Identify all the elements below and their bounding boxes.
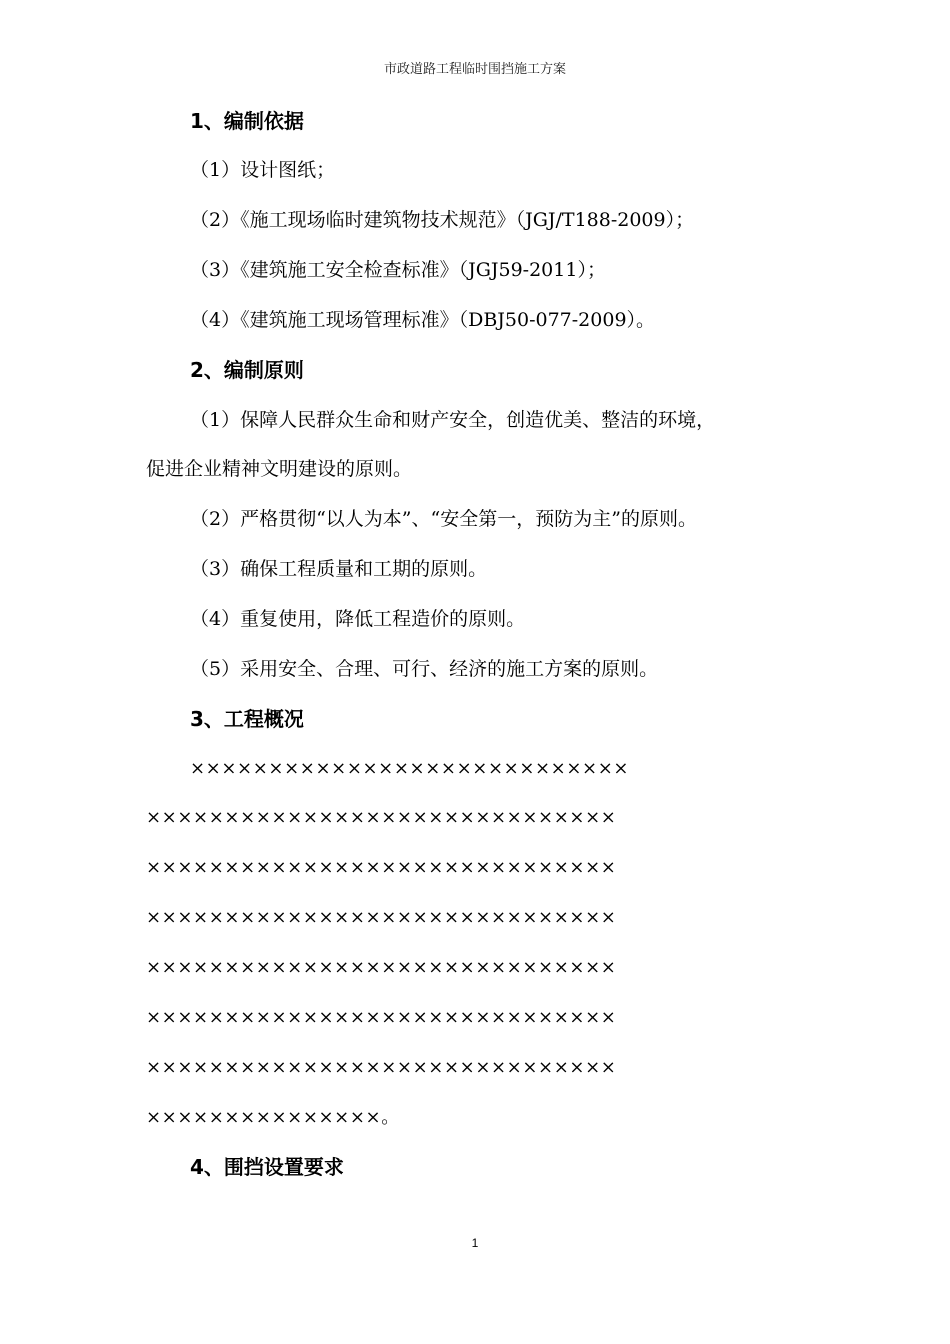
basis-item-1: （1）设计图纸； [190,159,336,181]
overview-line-7: ×××××××××××××××××××××××××××××× [146,1057,617,1078]
section-heading-1: 1、编制依据 [190,109,304,133]
overview-line-2: ×××××××××××××××××××××××××××××× [146,807,617,828]
principle-item-1-cont: 促进企业精神文明建设的原则。 [146,458,413,480]
section-heading-4: 4、围挡设置要求 [190,1155,344,1179]
principle-item-4: （4）重复使用，降低工程造价的原则。 [190,608,526,630]
section-heading-3: 3、工程概况 [190,707,304,731]
principle-item-5: （5）采用安全、合理、可行、经济的施工方案的原则。 [190,658,659,680]
principle-item-2: （2）严格贯彻“以人为本”、“安全第一，预防为主”的原则。 [190,508,697,530]
basis-item-2: （2）《施工现场临时建筑物技术规范》（JGJ/T188-2009）； [190,209,695,231]
overview-line-8: ×××××××××××××××。 [146,1107,400,1128]
page-header: 市政道路工程临时围挡施工方案 [383,62,566,77]
page-number: 1 [471,1236,479,1250]
basis-item-3: （3）《建筑施工安全检查标准》（JGJ59-2011）； [190,259,606,281]
overview-line-4: ×××××××××××××××××××××××××××××× [146,907,617,928]
overview-line-1: ×××××××××××××××××××××××××××× [190,758,630,779]
overview-line-6: ×××××××××××××××××××××××××××××× [146,1007,617,1028]
principle-item-1: （1）保障人民群众生命和财产安全，创造优美、整洁的环境， [190,409,716,431]
basis-item-4: （4）《建筑施工现场管理标准》（DBJ50-077-2009）。 [190,309,656,331]
principle-item-3: （3）确保工程质量和工期的原则。 [190,558,488,580]
section-heading-2: 2、编制原则 [190,358,304,382]
overview-line-5: ×××××××××××××××××××××××××××××× [146,957,617,978]
overview-line-3: ×××××××××××××××××××××××××××××× [146,857,617,878]
